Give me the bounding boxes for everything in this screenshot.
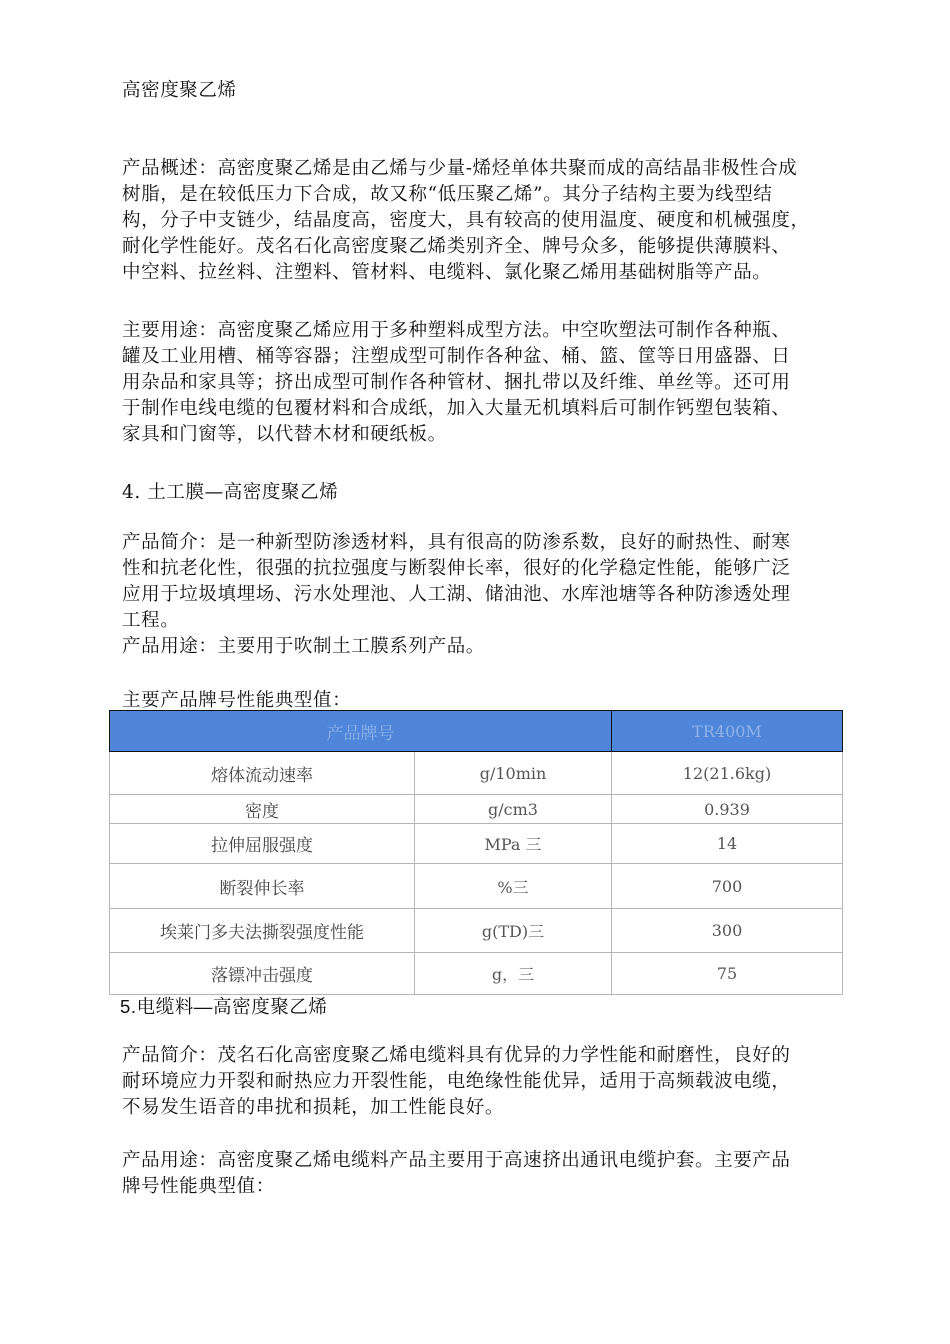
- overview-line: 产品概述：高密度聚乙烯是由乙烯与少量-烯烃单体共聚而成的高结晶非极性合成: [122, 158, 798, 179]
- section5-use: [122, 1148, 834, 1200]
- value-cell: 14: [612, 824, 843, 864]
- usage-line: 罐及工业用槽、桶等容器；注塑成型可制作各种盆、桶、篮、筐等日用盛器、日: [122, 346, 791, 367]
- unit-cell: g，三: [415, 953, 612, 995]
- usage-line: 于制作电线电缆的包覆材料和合成纸，加入大量无机填料后可制作钙塑包装箱、: [122, 398, 791, 419]
- overview-line: 中空料、拉丝料、注塑料、管材料、电缆料、氯化聚乙烯用基础树脂等产品。: [122, 262, 772, 283]
- property-cell: 断裂伸长率: [110, 864, 415, 909]
- table-row: [110, 795, 843, 824]
- section5-intro-line: 产品简介：茂名石化高密度聚乙烯电缆料具有优异的力学性能和耐磨性，良好的: [122, 1045, 791, 1066]
- value-cell: 0.939: [612, 795, 843, 824]
- table-caption: 主要产品牌号性能典型值：: [122, 690, 352, 711]
- property-cell: 密度: [110, 795, 415, 824]
- usage-paragraph: [122, 318, 834, 448]
- unit-cell: MPa 三: [415, 824, 612, 864]
- unit-cell: %三: [415, 864, 612, 909]
- table-row: [110, 864, 843, 909]
- section5-heading: 5.电缆料—高密度聚乙烯: [120, 996, 328, 1017]
- property-cell: 埃莱门多夫法撕裂强度性能: [110, 909, 415, 953]
- table-row: [110, 909, 843, 953]
- value-cell: 700: [612, 864, 843, 909]
- spec-table: [109, 710, 843, 995]
- header-grade-label: 产品牌号: [110, 711, 612, 752]
- usage-line: 主要用途：高密度聚乙烯应用于多种塑料成型方法。中空吹塑法可制作各种瓶、: [122, 320, 791, 341]
- table-row: [110, 824, 843, 864]
- overview-paragraph: [122, 156, 834, 286]
- section4-intro-line: 工程。: [122, 610, 180, 631]
- table-row: [110, 752, 843, 795]
- section5-use-line: 牌号性能典型值：: [122, 1176, 275, 1197]
- overview-line: 耐化学性能好。茂名石化高密度聚乙烯类别齐全、牌号众多，能够提供薄膜料、: [122, 236, 791, 257]
- unit-cell: g/10min: [415, 752, 612, 795]
- value-cell: 300: [612, 909, 843, 953]
- section5-intro: [122, 1043, 834, 1121]
- section4-heading: 4. 土工膜—高密度聚乙烯: [122, 482, 339, 503]
- section4-intro: [122, 530, 834, 660]
- section4-use: 产品用途：主要用于吹制土工膜系列产品。: [122, 636, 485, 657]
- table-row: [110, 953, 843, 995]
- section5-intro-line: 耐环境应力开裂和耐热应力开裂性能，电绝缘性能优异，适用于高频载波电缆，: [122, 1071, 791, 1092]
- section5-use-line: 产品用途：高密度聚乙烯电缆料产品主要用于高速挤出通讯电缆护套。主要产品: [122, 1150, 791, 1171]
- document-title: 高密度聚乙烯: [122, 80, 237, 101]
- property-cell: 熔体流动速率: [110, 752, 415, 795]
- property-cell: 拉伸屈服强度: [110, 824, 415, 864]
- overview-line: 构，分子中支链少，结晶度高，密度大，具有较高的使用温度、硬度和机械强度，: [122, 210, 810, 231]
- section4-intro-line: 性和抗老化性，很强的抗拉强度与断裂伸长率，很好的化学稳定性能，能够广泛: [122, 558, 791, 579]
- table-header-row: [110, 711, 843, 752]
- usage-line: 家具和门窗等，以代替木材和硬纸板。: [122, 424, 447, 445]
- header-grade-value: TR400M: [612, 711, 843, 752]
- overview-line: 树脂，是在较低压力下合成，故又称“低压聚乙烯”。其分子结构主要为线型结: [122, 184, 773, 205]
- value-cell: 75: [612, 953, 843, 995]
- value-cell: 12(21.6kg): [612, 752, 843, 795]
- unit-cell: g(TD)三: [415, 909, 612, 953]
- section4-intro-line: 产品简介：是一种新型防渗透材料，具有很高的防渗系数，良好的耐热性、耐寒: [122, 532, 791, 553]
- section4-intro-line: 应用于垃圾填埋场、污水处理池、人工湖、储油池、水库池塘等各种防渗透处理: [122, 584, 791, 605]
- section5-intro-line: 不易发生语音的串扰和损耗，加工性能良好。: [122, 1097, 505, 1118]
- unit-cell: g/cm3: [415, 795, 612, 824]
- usage-line: 用杂品和家具等；挤出成型可制作各种管材、捆扎带以及纤维、单丝等。还可用: [122, 372, 791, 393]
- property-cell: 落镖冲击强度: [110, 953, 415, 995]
